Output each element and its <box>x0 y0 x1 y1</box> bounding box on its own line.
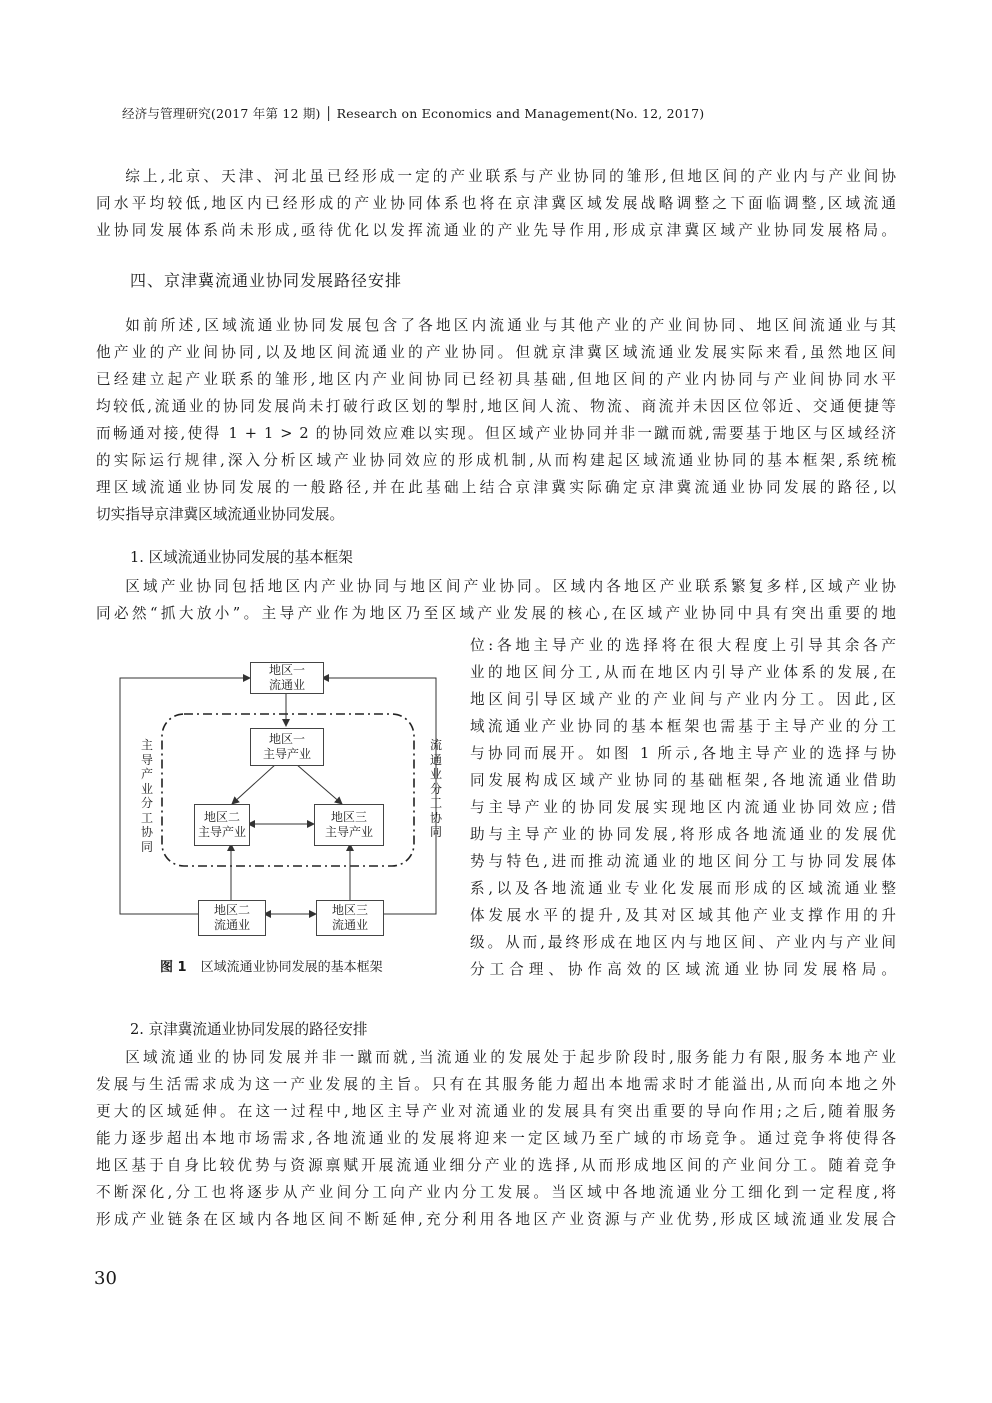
text-line: 能力逐步超出本地市场需求,各地流通业的发展将迎来一定区域乃至广域的市场竞争。通过竞争将使得各 <box>96 1130 896 1147</box>
paragraph-framework <box>96 573 896 627</box>
text-line: 位:各地主导产业的选择将在很大程度上引导其余各产 <box>470 637 896 654</box>
box-region3-distribution <box>316 900 384 936</box>
box-region2-leading-industry <box>194 804 250 846</box>
text-line: 已经建立起产业联系的雏形,地区内产业间协同已经初具基础,但地区间的产业内协同与产业间协同水平 <box>96 371 896 388</box>
paragraph-summary <box>96 163 896 244</box>
text-line: 理区域流通业协同发展的一般路径,并在此基础上结合京津冀实际确定京津冀流通业协同发展的路径,以 <box>96 479 896 496</box>
text-line: 区域流通业的协同发展并非一蹴而就,当流通业的发展处于起步阶段时,服务能力有限,服务本地产业 <box>125 1049 896 1066</box>
box-region2-distribution <box>198 900 266 936</box>
text-line: 业的地区间分工,从而在地区内引导产业体系的发展,在 <box>470 664 896 681</box>
text-line: 与主导产业的协同发展实现地区内流通业协同效应;借 <box>470 799 896 816</box>
text-line: 发展与生活需求成为这一产业发展的主旨。只有在其服务能力超出本地需求时才能溢出,从而向本地之外 <box>96 1076 896 1093</box>
page-number: 30 <box>94 1268 117 1289</box>
text-line: 同必然“抓大放小”。主导产业作为地区乃至区域产业发展的核心,在区域产业协同中具有突出重要的地 <box>96 605 896 622</box>
text-line: 域流通业产业协同的基本框架也需基于主导产业的分工 <box>470 718 896 735</box>
text-line: 地区基于自身比较优势与资源禀赋开展流通业细分产业的选择,从而形成地区间的产业间分工。随着竞争 <box>96 1157 896 1174</box>
caption-text: 区域流通业协同发展的基本框架 <box>200 960 383 975</box>
text-line: 更大的区域延伸。在这一过程中,地区主导产业对流通业的发展具有突出重要的导向作用;之后,随着服务 <box>96 1103 896 1120</box>
paragraph-framework-continued <box>470 632 896 983</box>
text-line: 系,以及各地流通业专业化发展而形成的区域流通业整 <box>470 880 896 897</box>
box-label: 地区一 主导产业 <box>262 732 311 761</box>
box-region3-leading-industry <box>314 804 384 846</box>
paragraph-path <box>96 1044 896 1233</box>
text-line: 与协同而展开。如图 1 所示,各地主导产业的选择与协 <box>470 745 896 762</box>
diagram-connectors <box>114 652 454 942</box>
text-line: 综上,北京、天津、河北虽已经形成一定的产业联系与产业协同的雏形,但地区间的产业内与产业间协 <box>125 168 896 185</box>
box-label: 地区二 流通业 <box>213 903 250 932</box>
paragraph-intro <box>96 312 896 528</box>
text-line: 的实际运行规律,深入分析区域产业协同效应的形成机制,从而构建起区域流通业协同的基本框架,系统梳 <box>96 452 896 469</box>
text-line: 助与主导产业的协同发展,将形成各地流通业的发展优 <box>470 826 896 843</box>
figure-1-caption <box>160 956 383 975</box>
running-header: 经济与管理研究(2017 年第 12 期) │ Research on Economics and Management(No. 12, 2017) <box>122 106 705 121</box>
text-line: 同水平均较低,地区内已经形成的产业协同体系也将在京津冀区域发展战略调整之下面临调整,区域流通 <box>96 195 896 212</box>
text-line: 同发展构成区域产业协同的基础框架,各地流通业借助 <box>470 772 896 789</box>
text-line: 他产业的产业间协同,以及地区间流通业的产业协同。但就京津冀区域流通业发展实际来看,虽然地区间 <box>96 344 896 361</box>
subsection-heading-2: 2. 京津冀流通业协同发展的路径安排 <box>130 1021 368 1038</box>
text-line: 分工合理、协作高效的区域流通业协同发展格局。 <box>470 961 896 978</box>
box-label: 地区一 流通业 <box>268 663 305 692</box>
text-line: 切实指导京津冀区域流通业协同发展。 <box>96 506 345 523</box>
text-line: 体发展水平的提升,及其对区域其他产业支撑作用的升 <box>470 907 896 924</box>
box-region1-leading-industry <box>250 728 324 766</box>
subsection-heading-1: 1. 区域流通业协同发展的基本框架 <box>130 549 353 566</box>
text-line: 势与特色,进而推动流通业的地区间分工与协同发展体 <box>470 853 896 870</box>
box-label: 地区三 流通业 <box>331 903 368 932</box>
text-line: 业协同发展体系尚未形成,亟待优化以发挥流通业的产业先导作用,形成京津冀区域产业协同发展格局。 <box>96 222 896 239</box>
section-heading-4: 四、京津冀流通业协同发展路径安排 <box>130 271 403 290</box>
text-line: 区域产业协同包括地区内产业协同与地区间产业协同。区域内各地区产业联系繁复多样,区域产业协 <box>125 578 896 595</box>
box-region1-distribution <box>250 662 324 694</box>
label-distribution-cooperation: 流通业分工协同 <box>429 738 442 839</box>
text-line: 级。从而,最终形成在地区内与地区间、产业内与产业间 <box>470 934 896 951</box>
box-label: 地区二 主导产业 <box>197 810 246 839</box>
text-line: 地区间引导区域产业的产业间与产业内分工。因此,区 <box>470 691 896 708</box>
caption-number: 图 1 <box>160 960 187 975</box>
text-line: 不断深化,分工也将逐步从产业间分工向产业内分工发展。当区域中各地流通业分工细化到一定程度,将 <box>96 1184 896 1201</box>
text-line: 形成产业链条在区域内各地区间不断延伸,充分利用各地区产业资源与产业优势,形成区域流通业发展合 <box>96 1211 896 1228</box>
text-line: 如前所述,区域流通业协同发展包含了各地区内流通业与其他产业的产业间协同、地区间流通业与其 <box>125 317 896 334</box>
text-line: 均较低,流通业的协同发展尚未打破行政区划的掣肘,地区间人流、物流、商流并未因区位邻近、交通便捷等 <box>96 398 896 415</box>
text-line: 而畅通对接,使得 1 + 1 > 2 的协同效应难以实现。但区域产业协同并非一蹴而就,需要基于地区与区域经济 <box>96 425 896 442</box>
label-leading-industry-cooperation: 主导产业分工协同 <box>140 738 153 854</box>
box-label: 地区三 主导产业 <box>324 810 373 839</box>
figure-1-diagram <box>114 652 454 942</box>
